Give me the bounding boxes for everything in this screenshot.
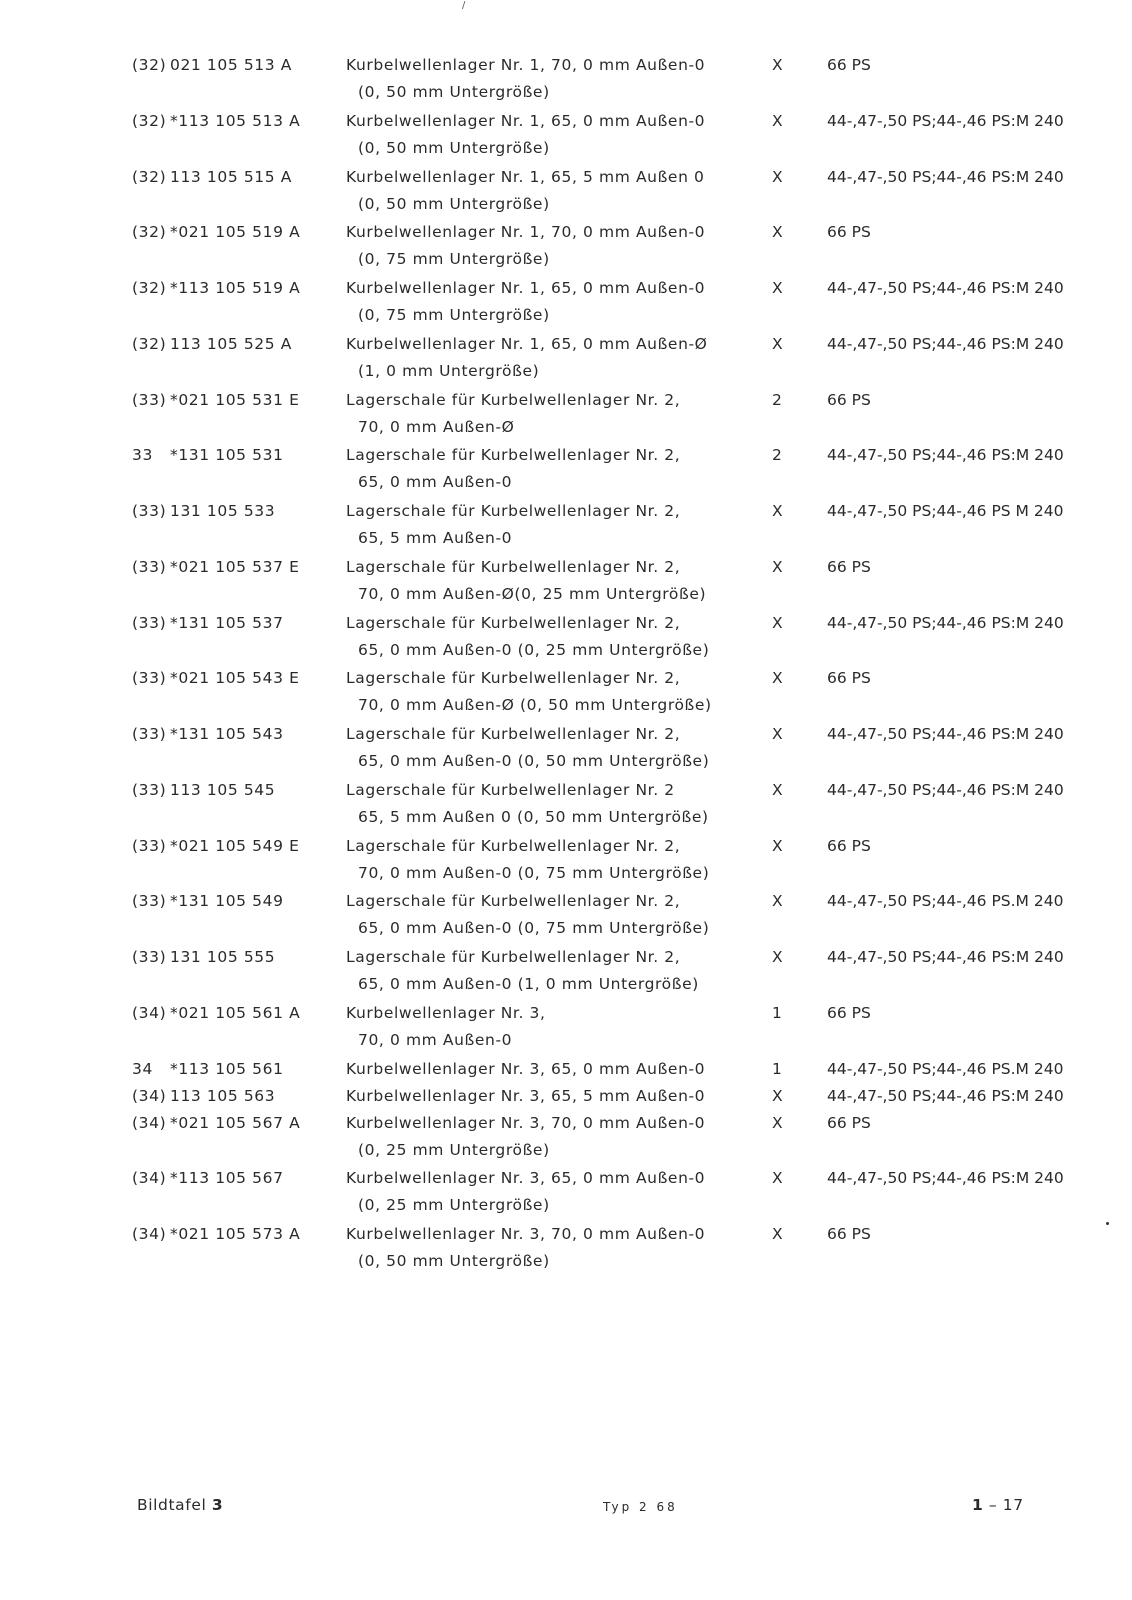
part-ref: (33) — [132, 390, 167, 409]
part-ref: (32) — [132, 279, 167, 297]
part-quantity: X — [772, 780, 784, 799]
part-description: Kurbelwellenlager Nr. 3, 65, 0 mm Außen-0 — [346, 1059, 706, 1078]
part-row — [0, 1004, 1132, 1060]
part-description: Kurbelwellenlager Nr. 3, 70, 0 mm Außen-0 — [346, 1113, 706, 1132]
part-quantity: X — [772, 1225, 784, 1243]
part-description: Kurbelwellenlager Nr. 3, 65, 0 mm Außen-0 — [346, 1169, 706, 1188]
part-remark: 44-,47-,50 PS;44-,46 PS:M 240 — [827, 780, 1064, 799]
part-number: *021 105 519 A — [170, 223, 301, 242]
part-quantity: X — [772, 669, 784, 688]
part-remark: 66 PS — [827, 1225, 871, 1243]
part-row — [0, 112, 1132, 168]
part-description-continued: 65, 0 mm Außen-0 (0, 25 mm Untergröße) — [358, 640, 710, 659]
part-number: *021 105 537 E — [170, 557, 300, 576]
part-quantity: X — [772, 111, 784, 130]
part-row — [0, 279, 1132, 335]
part-number: 131 105 555 — [170, 948, 276, 966]
part-number: *021 105 573 A — [170, 1225, 301, 1243]
part-ref: (33) — [132, 836, 167, 855]
part-description: Kurbelwellenlager Nr. 1, 65, 0 mm Außen-0 — [346, 111, 706, 130]
part-row — [0, 502, 1132, 558]
part-quantity: X — [772, 1086, 784, 1105]
part-remark: 44-,47-,50 PS;44-,46 PS:M 240 — [827, 167, 1064, 186]
part-quantity: X — [772, 1113, 784, 1132]
part-description: Kurbelwellenlager Nr. 1, 65, 0 mm Außen-Ø — [346, 334, 708, 353]
part-ref: (32) — [132, 223, 167, 242]
part-remark: 44-,47-,50 PS;44-,46 PS:M 240 — [827, 1169, 1064, 1188]
part-number: *113 105 513 A — [170, 111, 301, 130]
part-row — [0, 725, 1132, 781]
part-remark: 44-,47-,50 PS;44-,46 PS.M 240 — [827, 1059, 1064, 1078]
part-row — [0, 391, 1132, 447]
part-description: Lagerschale für Kurbelwellenlager Nr. 2 — [346, 780, 675, 799]
part-ref: (33) — [132, 613, 167, 632]
part-number: *131 105 549 — [170, 892, 284, 911]
part-quantity: 1 — [772, 1003, 783, 1022]
part-remark: 66 PS — [827, 1113, 871, 1132]
footer-plate-label: Bildtafel — [137, 1496, 207, 1514]
part-number: *113 105 561 — [170, 1059, 284, 1078]
part-description-continued: 65, 0 mm Außen-0 (0, 75 mm Untergröße) — [358, 919, 710, 938]
part-number: *131 105 531 — [170, 446, 284, 465]
part-description-continued: (0, 50 mm Untergröße) — [358, 83, 550, 101]
part-description: Kurbelwellenlager Nr. 3, 65, 5 mm Außen-0 — [346, 1086, 706, 1105]
part-quantity: 2 — [772, 446, 783, 465]
part-description-continued: 70, 0 mm Außen-0 — [358, 1030, 513, 1049]
part-ref: (32) — [132, 56, 167, 74]
part-quantity: X — [772, 948, 784, 966]
part-ref: (33) — [132, 557, 167, 576]
part-description-continued: 70, 0 mm Außen-Ø(0, 25 mm Untergröße) — [358, 584, 707, 603]
part-ref: (34) — [132, 1113, 167, 1132]
part-remark: 44-,47-,50 PS;44-,46 PS:M 240 — [827, 1086, 1064, 1105]
part-description: Kurbelwellenlager Nr. 3, — [346, 1003, 546, 1022]
part-number: *021 105 531 E — [170, 390, 300, 409]
part-number: *021 105 549 E — [170, 836, 300, 855]
scan-speck — [1106, 1222, 1109, 1225]
part-remark: 44-,47-,50 PS;44-,46 PS:M 240 — [827, 446, 1064, 465]
part-ref: (34) — [132, 1003, 167, 1022]
part-remark: 66 PS — [827, 1003, 871, 1022]
part-number: *113 105 519 A — [170, 279, 301, 297]
part-description-continued: (1, 0 mm Untergröße) — [358, 361, 540, 380]
part-row — [0, 56, 1132, 112]
part-description-continued: 70, 0 mm Außen-Ø — [358, 417, 515, 436]
part-description: Lagerschale für Kurbelwellenlager Nr. 2, — [346, 725, 681, 743]
part-number: 113 105 515 A — [170, 167, 292, 186]
part-description: Kurbelwellenlager Nr. 1, 70, 0 mm Außen-0 — [346, 223, 706, 242]
part-remark: 44-,47-,50 PS;44-,46 PS:M 240 — [827, 334, 1064, 353]
part-description: Lagerschale für Kurbelwellenlager Nr. 2, — [346, 557, 681, 576]
footer-page — [972, 1496, 1024, 1514]
part-remark: 66 PS — [827, 836, 871, 855]
part-number: *131 105 543 — [170, 725, 284, 743]
part-description: Lagerschale für Kurbelwellenlager Nr. 2, — [346, 836, 681, 855]
part-remark: 44-,47-,50 PS;44-,46 PS:M 240 — [827, 279, 1064, 297]
part-number: *131 105 537 — [170, 613, 284, 632]
part-description: Lagerschale für Kurbelwellenlager Nr. 2, — [346, 669, 681, 688]
part-description: Lagerschale für Kurbelwellenlager Nr. 2, — [346, 390, 681, 409]
part-number: 113 105 525 A — [170, 334, 292, 353]
part-remark: 66 PS — [827, 56, 871, 74]
part-quantity: X — [772, 557, 784, 576]
part-description: Lagerschale für Kurbelwellenlager Nr. 2, — [346, 948, 681, 966]
part-description: Lagerschale für Kurbelwellenlager Nr. 2, — [346, 502, 681, 520]
part-description-continued: (0, 50 mm Untergröße) — [358, 138, 550, 157]
part-number: 113 105 545 — [170, 780, 276, 799]
footer-type: Typ 2 68 — [603, 1500, 678, 1514]
part-number: *021 105 567 A — [170, 1113, 301, 1132]
part-number: *113 105 567 — [170, 1169, 284, 1188]
part-remark: 66 PS — [827, 223, 871, 242]
part-number: 131 105 533 — [170, 502, 276, 520]
part-ref: (33) — [132, 892, 167, 911]
part-description-continued: 65, 0 mm Außen-0 (1, 0 mm Untergröße) — [358, 975, 699, 993]
part-row — [0, 168, 1132, 224]
part-number: *021 105 561 A — [170, 1003, 301, 1022]
part-quantity: X — [772, 502, 784, 520]
part-quantity: X — [772, 167, 784, 186]
part-ref: (32) — [132, 111, 167, 130]
footer-page-rest: – 17 — [988, 1496, 1024, 1514]
part-remark: 44-,47-,50 PS;44-,46 PS:M 240 — [827, 948, 1064, 966]
part-quantity: X — [772, 836, 784, 855]
part-quantity: 1 — [772, 1059, 783, 1078]
part-remark: 44-,47-,50 PS;44-,46 PS:M 240 — [827, 725, 1064, 743]
part-description: Lagerschale für Kurbelwellenlager Nr. 2, — [346, 892, 681, 911]
part-description-continued: (0, 50 mm Untergröße) — [358, 1252, 550, 1270]
footer-plate — [137, 1496, 223, 1514]
part-row — [0, 223, 1132, 279]
part-row — [0, 446, 1132, 502]
part-row — [0, 1225, 1132, 1281]
part-quantity: X — [772, 892, 784, 911]
part-row — [0, 669, 1132, 725]
part-quantity: X — [772, 1169, 784, 1188]
part-row — [0, 837, 1132, 893]
part-description-continued: 70, 0 mm Außen-0 (0, 75 mm Untergröße) — [358, 863, 710, 882]
part-ref: (33) — [132, 502, 167, 520]
part-description-continued: (0, 75 mm Untergröße) — [358, 306, 550, 324]
part-description-continued: 65, 5 mm Außen 0 (0, 50 mm Untergröße) — [358, 807, 709, 826]
part-remark: 66 PS — [827, 390, 871, 409]
part-description-continued: 65, 5 mm Außen-0 — [358, 529, 513, 547]
part-row — [0, 781, 1132, 837]
part-ref: (33) — [132, 780, 167, 799]
part-ref: (32) — [132, 167, 167, 186]
part-description: Kurbelwellenlager Nr. 1, 70, 0 mm Außen-0 — [346, 56, 706, 74]
part-row — [0, 948, 1132, 1004]
part-row — [0, 558, 1132, 614]
part-quantity: X — [772, 223, 784, 242]
part-quantity: 2 — [772, 390, 783, 409]
part-description-continued: (0, 75 mm Untergröße) — [358, 250, 550, 269]
part-remark: 66 PS — [827, 669, 871, 688]
part-ref: (33) — [132, 669, 167, 688]
part-description-continued: 65, 0 mm Außen-0 — [358, 473, 513, 492]
part-description: Kurbelwellenlager Nr. 1, 65, 0 mm Außen-0 — [346, 279, 706, 297]
part-description: Lagerschale für Kurbelwellenlager Nr. 2, — [346, 613, 681, 632]
part-number: *021 105 543 E — [170, 669, 300, 688]
part-row — [0, 335, 1132, 391]
part-description-continued: (0, 25 mm Untergröße) — [358, 1140, 550, 1159]
part-description-continued: 65, 0 mm Außen-0 (0, 50 mm Untergröße) — [358, 752, 710, 770]
part-ref: (32) — [132, 334, 167, 353]
part-remark: 44-,47-,50 PS;44-,46 PS:M 240 — [827, 111, 1064, 130]
footer-page-bold: 1 — [972, 1496, 984, 1514]
part-ref: 33 — [132, 446, 153, 465]
part-quantity: X — [772, 613, 784, 632]
part-row — [0, 892, 1132, 948]
part-quantity: X — [772, 56, 784, 74]
part-ref: 34 — [132, 1059, 153, 1078]
part-quantity: X — [772, 279, 784, 297]
part-description-continued: (0, 50 mm Untergröße) — [358, 194, 550, 213]
part-quantity: X — [772, 334, 784, 353]
part-description-continued: (0, 25 mm Untergröße) — [358, 1196, 550, 1215]
part-row — [0, 614, 1132, 670]
part-quantity: X — [772, 725, 784, 743]
part-description: Kurbelwellenlager Nr. 1, 65, 5 mm Außen 0 — [346, 167, 705, 186]
part-remark: 66 PS — [827, 557, 871, 576]
part-ref: (34) — [132, 1169, 167, 1188]
part-remark: 44-,47-,50 PS;44-,46 PS.M 240 — [827, 892, 1064, 911]
part-remark: 44-,47-,50 PS;44-,46 PS M 240 — [827, 502, 1064, 520]
footer-plate-number: 3 — [211, 1496, 224, 1514]
part-ref: (33) — [132, 948, 167, 966]
scan-mark: / — [462, 0, 466, 11]
part-row — [0, 1169, 1132, 1225]
part-description: Lagerschale für Kurbelwellenlager Nr. 2, — [346, 446, 681, 465]
part-ref: (34) — [132, 1086, 167, 1105]
part-remark: 44-,47-,50 PS;44-,46 PS:M 240 — [827, 613, 1064, 632]
part-row — [0, 1114, 1132, 1170]
part-description-continued: 70, 0 mm Außen-Ø (0, 50 mm Untergröße) — [358, 696, 712, 715]
part-number: 113 105 563 — [170, 1086, 276, 1105]
part-ref: (33) — [132, 725, 167, 743]
part-number: 021 105 513 A — [170, 56, 292, 74]
part-ref: (34) — [132, 1225, 167, 1243]
part-description: Kurbelwellenlager Nr. 3, 70, 0 mm Außen-0 — [346, 1225, 706, 1243]
